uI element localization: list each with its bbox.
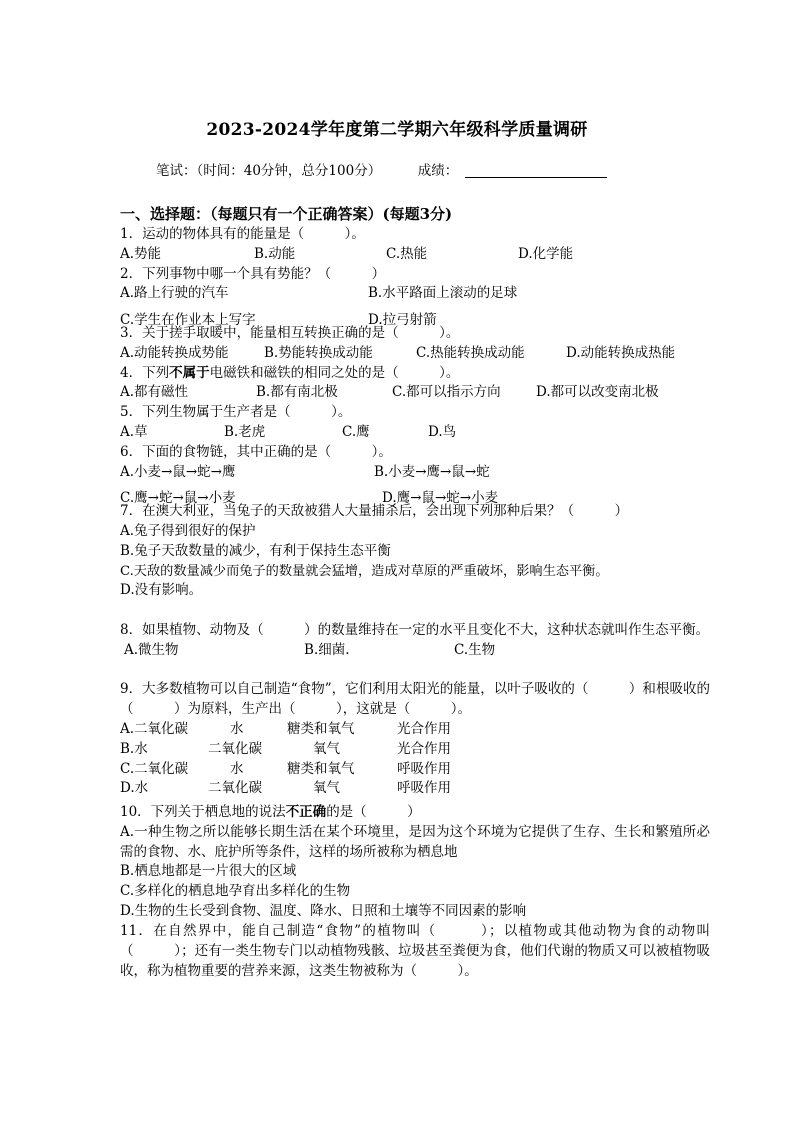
option-c[interactable]: C.生物 bbox=[454, 641, 496, 658]
option-c[interactable]: C.鹰 bbox=[342, 423, 370, 440]
score-label: 成绩： bbox=[417, 163, 459, 179]
options-row bbox=[120, 344, 675, 364]
question-stem: 7．在澳大利亚，当兔子的天敌被猎人大量捕杀后，会出现下列那种后果？（ ） bbox=[120, 503, 629, 520]
question-stem: 3．关于搓手取暖中，能量相互转换正确的是（ ）。 bbox=[120, 325, 460, 341]
question-11 bbox=[120, 922, 710, 981]
score-blank[interactable] bbox=[465, 163, 607, 178]
option-a[interactable]: A.路上行驶的汽车 bbox=[120, 285, 229, 302]
option-c[interactable]: C.多样化的栖息地孕育出多样化的生物 bbox=[120, 883, 351, 900]
option-b[interactable]: B.水 二氧化碳 氧气 光合作用 bbox=[120, 740, 451, 757]
option-a[interactable]: A.势能 bbox=[120, 245, 162, 262]
question-8 bbox=[120, 621, 710, 667]
option-a[interactable]: A.兔子得到很好的保护 bbox=[120, 522, 256, 539]
options-row bbox=[120, 284, 616, 304]
emphasis: 不正确 bbox=[285, 804, 327, 820]
options-row bbox=[120, 245, 652, 265]
option-d[interactable]: D.都可以改变南北极 bbox=[536, 384, 659, 401]
option-d[interactable]: D.鸟 bbox=[428, 423, 457, 440]
section-heading-choice: 一、选择题：（每题只有一个正确答案）(每题3分) bbox=[120, 205, 453, 223]
exam-info-line bbox=[156, 160, 607, 182]
option-a[interactable]: A.都有磁性 bbox=[120, 384, 189, 401]
option-d[interactable]: D.没有影响。 bbox=[120, 582, 203, 599]
option-c[interactable]: C.天敌的数量减少而兔子的数量就会猛增，造成对草原的严重破坏，影响生态平衡。 bbox=[120, 563, 609, 579]
question-stem: 5．下列生物属于生产者是（ ）。 bbox=[120, 404, 352, 421]
option-a[interactable]: A.一种生物之所以能够长期生活在某个环境里，是因为这个环境为它提供了生存、生长和繁殖所必需的食物、水、庇护所等条件，这样的场所被称为栖息地 bbox=[120, 823, 710, 860]
option-a[interactable]: A.动能转换成势能 bbox=[120, 344, 229, 361]
page-title: 2023-2024学年度第二学期六年级科学质量调研 bbox=[206, 120, 588, 140]
option-c[interactable]: C.热能 bbox=[386, 245, 428, 262]
exam-info: 笔试：（时间：40分钟，总分100分） bbox=[156, 163, 382, 179]
question-7 bbox=[120, 502, 710, 601]
question-9 bbox=[120, 680, 710, 799]
option-c[interactable]: C.鹰→蛇→鼠→小麦 bbox=[120, 490, 236, 507]
option-a[interactable]: A.微生物 bbox=[124, 641, 179, 658]
option-d[interactable]: D.鹰→鼠→蛇→小麦 bbox=[382, 490, 499, 507]
question-stem: 1．运动的物体具有的能量是（ ）。 bbox=[120, 226, 365, 242]
options-row bbox=[120, 423, 456, 443]
option-b[interactable]: B.都有南北极 bbox=[256, 384, 338, 401]
option-c[interactable]: C.学生在作业本上写字 bbox=[120, 311, 256, 328]
option-d[interactable]: D.动能转换成热能 bbox=[566, 344, 676, 361]
option-d[interactable]: D.生物的生长受到食物、温度、降水、日照和土壤等不同因素的影响 bbox=[120, 902, 527, 919]
option-a[interactable]: A.草 bbox=[120, 423, 148, 440]
option-c[interactable]: C.二氧化碳 水 糖类和氧气 呼吸作用 bbox=[120, 760, 451, 777]
option-a[interactable]: A.小麦→鼠→蛇→鹰 bbox=[120, 463, 236, 480]
options-row bbox=[120, 463, 490, 483]
option-c[interactable]: C.都可以指示方向 bbox=[392, 384, 501, 401]
option-d[interactable]: D.水 二氧化碳 氧气 呼吸作用 bbox=[120, 780, 451, 797]
question-stem: 8．如果植物、动物及（ ）的数量维持在一定的水平且变化不大，这种状态就叫作生态平衡。 bbox=[120, 622, 710, 638]
option-c[interactable]: C.热能转换成动能 bbox=[416, 344, 525, 361]
question-10 bbox=[120, 803, 710, 922]
options-row bbox=[120, 641, 495, 661]
option-b[interactable]: B.兔子天敌数量的减少，有利于保持生态平衡 bbox=[120, 542, 391, 559]
option-b[interactable]: B.势能转换成动能 bbox=[264, 344, 373, 361]
question-stem: 2．下列事物中哪一个具有势能？（ ） bbox=[120, 265, 386, 282]
option-d[interactable]: D.拉弓射箭 bbox=[368, 311, 437, 328]
question-stem: 4．下列不属于电磁铁和磁铁的相同之处的是（ ）。 bbox=[120, 364, 460, 381]
option-b[interactable]: B.动能 bbox=[254, 245, 296, 262]
option-d[interactable]: D.化学能 bbox=[518, 245, 574, 262]
option-b[interactable]: B.老虎 bbox=[224, 423, 266, 440]
option-b[interactable]: B.细菌. bbox=[304, 641, 350, 658]
question-stem: 11．在自然界中，能自己制造“食物”的植物叫（ ）；以植物或其他动物为食的动物叫（ ）；还有一类生物专门以动植物残骸、垃圾甚至粪便为食，他们代谢的物质又可以被植物吸收，称为植物重要的营养来源，这类生物被称为（ ）。 bbox=[120, 923, 710, 979]
option-b[interactable]: B.小麦→鹰→鼠→蛇 bbox=[374, 463, 490, 480]
option-b[interactable]: B.水平路面上滚动的足球 bbox=[368, 285, 518, 302]
option-a[interactable]: A.二氧化碳 水 糖类和氧气 光合作用 bbox=[120, 720, 451, 737]
options-row bbox=[120, 383, 659, 403]
question-stem: 6．下面的食物链，其中正确的是（ ）。 bbox=[120, 443, 392, 460]
option-b[interactable]: B.栖息地都是一片很大的区域 bbox=[120, 863, 297, 880]
emphasis: 不属于 bbox=[169, 364, 210, 381]
question-stem: 9．大多数植物可以自己制造“食物”，它们利用太阳光的能量，以叶子吸收的（ ）和根吸收的（ ）为原料，生产出（ ），这就是（ ）。 bbox=[120, 681, 710, 718]
question-stem: 10．下列关于栖息地的说法不正确的是（ ） bbox=[120, 804, 421, 820]
